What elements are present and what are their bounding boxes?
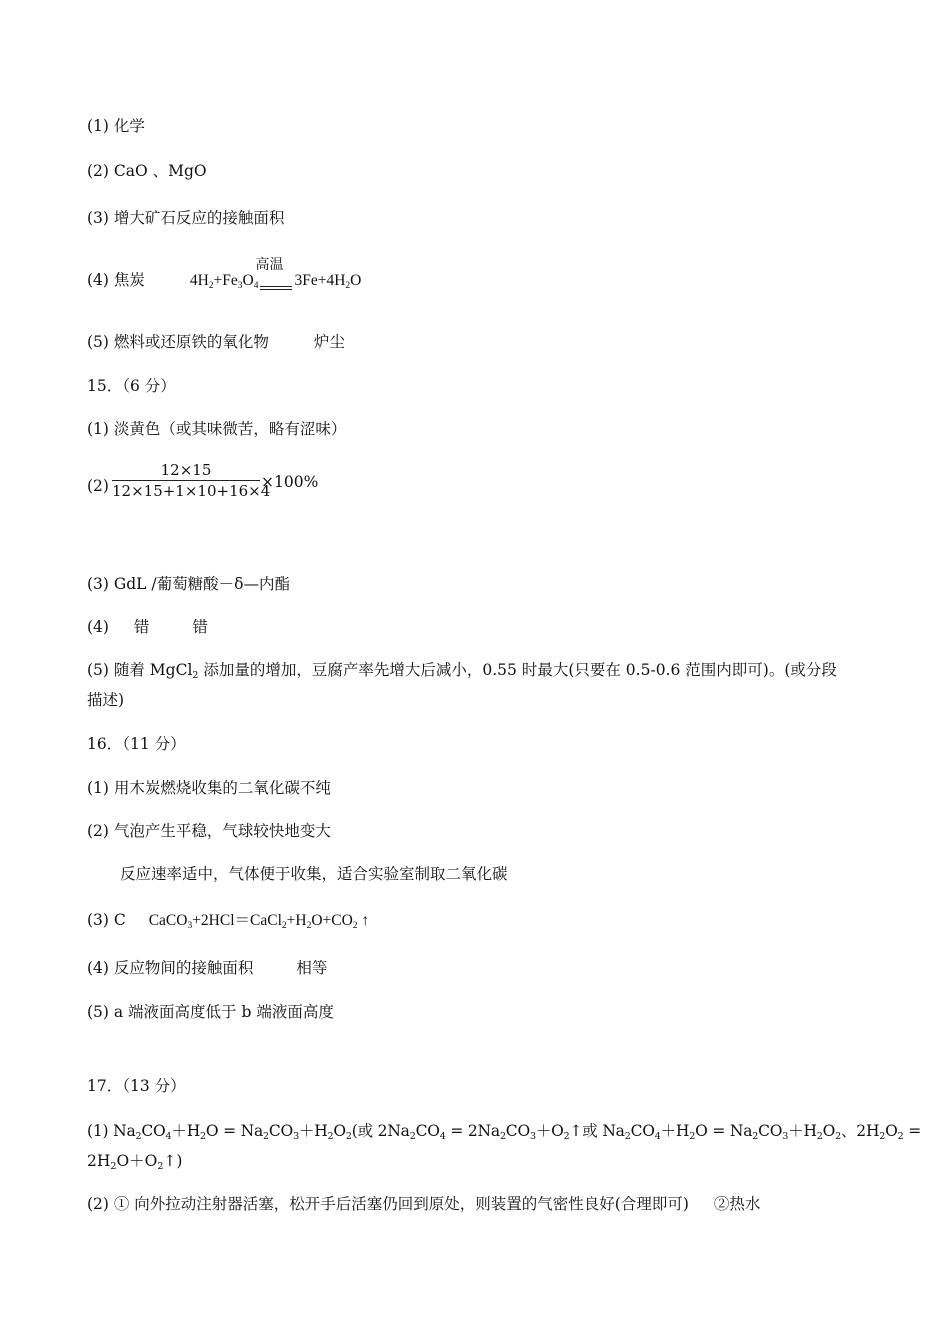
answer-line: (1) 淡黄色（或其味微苦，略有涩味） (87, 420, 347, 438)
answer-line: 描述) (87, 691, 125, 709)
answer-line (87, 910, 369, 936)
answer-line: (1) 用木炭燃烧收集的二氧化碳不纯 (87, 779, 331, 797)
fraction-formula (112, 460, 271, 501)
question-heading: 16．（11 分） (87, 735, 186, 753)
answer-line: 反应速率适中，气体便于收集，适合实验室制取二氧化碳 (120, 865, 508, 883)
chemical-equation: $4H_2+Fe_3O_4$ 高温 $3Fe+4H_2O$ (190, 272, 362, 289)
answer-line: (5) 随着 MgCl$_2$ 添加量的增加，豆腐产率先增大后减小，0.55 时最大(只要在 0.5-0.6 范围内即可)。(或分段 (87, 661, 837, 681)
reaction-condition: 高温 (258, 276, 294, 296)
answer-line: (1) 化学 (87, 117, 145, 135)
answer-text: (4) 反应物间的接触面积 (87, 959, 254, 977)
answer-label: (4) (87, 618, 109, 636)
answer-line (87, 617, 208, 637)
answer-label: (3) C (87, 911, 126, 929)
answer-text: 炉尘 (313, 333, 345, 351)
answer-line (87, 332, 345, 352)
question-heading: 17．（13 分） (87, 1077, 186, 1095)
answer-text: (2) ① 向外拉动注射器活塞，松开手后活塞仍回到原处，则装置的气密性良好(合理即可) (87, 1195, 689, 1213)
answer-label: (4) 焦炭 (87, 271, 145, 289)
answer-line: (1) $Na_2CO_4+H_2O = Na_2CO_3+H_2O_2$(或 $2Na_2CO_4$ = $2Na_2CO_3+O_2↑$或 $Na_2CO_4+H_2O = Na_2CO_3+H_2O_2$、$2H_2O_2$ = (87, 1122, 922, 1142)
answer-line (87, 258, 362, 296)
answer-text: ②热水 (713, 1195, 761, 1213)
fraction-denominator: 12×15+1×10+16×4 (112, 482, 271, 500)
answer-line: (3) 增大矿石反应的接触面积 (87, 209, 285, 227)
fraction-numerator: 12×15 (160, 461, 212, 479)
answer-line (87, 1194, 760, 1214)
answer-text: 相等 (296, 959, 328, 977)
answer-line: $2H_2O+O_2↑$) (87, 1152, 183, 1172)
answer-line: (2) 气泡产生平稳，气球较快地变大 (87, 822, 331, 840)
answer-line (87, 958, 327, 978)
answer-line: (2) CaO 、MgO (87, 162, 207, 180)
answer-text: 错 (192, 618, 208, 636)
answer-text: (5) 燃料或还原铁的氧化物 (87, 333, 269, 351)
chemical-equation: $CaCO_3+2HCl=CaCl_2+H_2O+CO_2$ ↑ (148, 912, 370, 931)
answer-line: (3) GdL /葡萄糖酸－δ—内酯 (87, 575, 290, 593)
answer-line: (5) a 端液面高度低于 b 端液面高度 (87, 1003, 334, 1021)
fraction-suffix: ×100% (261, 473, 319, 491)
answer-label: (2) (87, 477, 109, 495)
answer-text: 错 (133, 618, 150, 636)
question-heading: 15．（6 分） (87, 377, 176, 395)
